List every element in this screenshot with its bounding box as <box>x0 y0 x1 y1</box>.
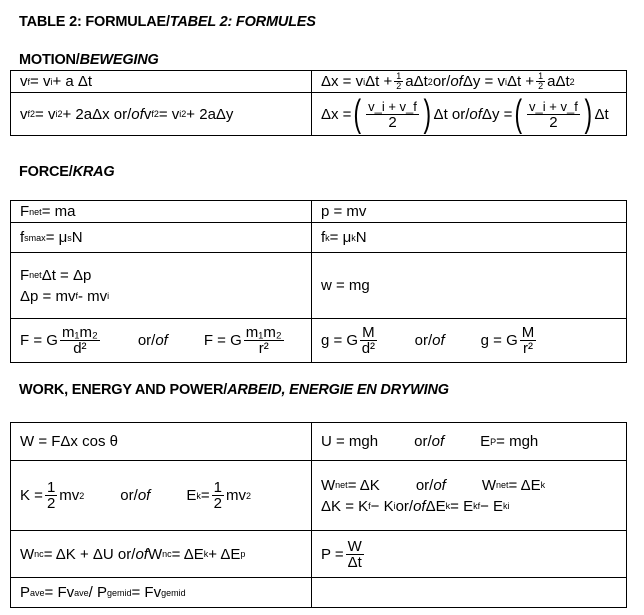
section-heading-force: FORCE/KRAG <box>19 164 115 180</box>
subscript: i <box>179 109 182 119</box>
fraction-numerator: 1 <box>396 71 402 81</box>
table-row <box>11 201 627 223</box>
table-row <box>11 71 627 93</box>
subscript: k <box>325 232 330 243</box>
formula <box>321 498 617 515</box>
formula-text: F <box>20 266 30 284</box>
formula-text: aΔt <box>547 73 570 90</box>
italic-text: of <box>431 433 445 450</box>
formula <box>321 325 617 356</box>
formula-text: W <box>481 476 497 494</box>
subscript: k <box>196 490 201 501</box>
subscript: net <box>29 270 42 280</box>
fraction-numerator: m₁m₂ <box>245 324 282 341</box>
formula-text: W = FΔx cos θ <box>20 433 118 450</box>
fraction <box>360 325 377 356</box>
formula-text: = ΔE <box>508 476 541 494</box>
left-paren-icon: ( <box>353 93 362 135</box>
formula-text: K = <box>20 487 43 504</box>
formula-cell <box>11 93 312 136</box>
formula-text: = Fv <box>44 584 75 601</box>
fraction <box>520 325 537 356</box>
formula-text: g = G <box>321 332 359 349</box>
formula-text: W <box>321 476 336 494</box>
subscript: i <box>107 291 110 301</box>
fraction-denominator: 2 <box>46 495 56 512</box>
table-row <box>11 319 627 363</box>
work-energy-table <box>10 422 627 608</box>
formula-text: Δy = <box>481 105 513 123</box>
right-paren-icon: ) <box>423 93 432 135</box>
formula-text: = v <box>30 73 51 90</box>
subscript: p <box>240 549 246 559</box>
formula <box>321 72 617 91</box>
formula-cell <box>11 578 312 608</box>
formula-text: N <box>71 229 83 246</box>
formula <box>321 229 617 246</box>
formula-text: = <box>200 487 210 504</box>
table-row <box>11 93 627 136</box>
formula-text: Δx = <box>321 105 352 123</box>
formula-cell <box>11 461 312 531</box>
subscript: f <box>75 291 78 301</box>
superscript: 2 <box>57 109 63 119</box>
formula <box>321 477 617 494</box>
formula-text: ΔK = K <box>321 497 369 515</box>
subscript: k <box>445 501 451 511</box>
fraction-numerator: 1 <box>213 479 222 496</box>
formula-text: W <box>147 545 163 563</box>
formula-text: = E <box>450 497 474 515</box>
subscript: i <box>504 76 507 87</box>
subscript: s <box>67 232 72 243</box>
fraction <box>536 72 545 91</box>
formula-text: + 2aΔy <box>186 105 234 123</box>
formula-text: or/ <box>414 433 432 450</box>
formula-cell <box>11 253 312 319</box>
formula-text: or/ <box>432 73 451 90</box>
formula-text: E <box>186 487 197 504</box>
subscript: gemid <box>106 587 132 598</box>
subscript: P <box>490 436 497 447</box>
formula-text: F = G <box>20 332 58 349</box>
formula-text: aΔt <box>405 73 428 90</box>
formula-text: = ΔE <box>171 545 204 563</box>
fraction <box>45 480 57 511</box>
italic-text: of <box>432 332 445 349</box>
formula-cell <box>312 253 627 319</box>
formula-text: f <box>20 229 25 246</box>
formula-text: = μ <box>45 229 68 246</box>
formula-text: = μ <box>329 229 352 246</box>
fraction-denominator: Δt <box>347 553 362 571</box>
formula-cell <box>11 223 312 253</box>
formula-text: = Fv <box>131 584 162 601</box>
italic-text: of <box>135 545 148 563</box>
formula-text: = ΔK + ΔU or/ <box>43 545 136 563</box>
table-row <box>11 578 627 608</box>
formula-cell <box>312 319 627 363</box>
subscript: ki <box>503 501 510 511</box>
fraction-denominator: 2 <box>388 113 397 131</box>
fraction-numerator: 1 <box>46 479 56 496</box>
formula-text: − E <box>480 497 504 515</box>
fraction-numerator: v_i + v_f <box>529 98 578 114</box>
section-heading-motion: MOTION/BEWEGING <box>19 52 159 68</box>
formula <box>20 229 302 246</box>
formula <box>20 325 302 356</box>
formula-cell <box>312 461 627 531</box>
subscript: net <box>29 206 42 217</box>
formula-text: Δx = v <box>321 73 364 90</box>
formula-text: P <box>20 584 31 601</box>
subscript: i <box>55 109 58 119</box>
formula-text: or/ <box>395 497 414 515</box>
formula-text: p = mv <box>321 203 367 220</box>
formula-text: N <box>355 229 367 246</box>
formula-text: = ma <box>41 203 76 220</box>
subscript: i <box>363 76 366 87</box>
table-row <box>11 423 627 461</box>
fraction-numerator: W <box>347 537 362 555</box>
subscript: i <box>50 76 53 87</box>
fraction <box>60 325 100 356</box>
formula-text: v <box>20 73 28 90</box>
formula <box>321 433 617 450</box>
formula-cell <box>312 578 627 608</box>
italic-text: of <box>131 105 144 123</box>
italic-text: of <box>155 332 168 349</box>
subscript: s <box>24 232 29 243</box>
superscript: max <box>28 232 46 243</box>
superscript: 2 <box>30 109 36 119</box>
formula-cell <box>312 423 627 461</box>
italic-text: of <box>450 73 463 90</box>
fraction-numerator: 1 <box>538 71 544 81</box>
fraction-denominator: 2 <box>396 81 402 91</box>
superscript: 2 <box>79 490 85 501</box>
fraction <box>366 99 419 130</box>
formula-text: W <box>20 545 35 563</box>
subscript: f <box>27 76 31 87</box>
fraction-denominator: 2 <box>213 495 222 512</box>
formula-text: Δt <box>594 105 609 123</box>
formula-text: P = <box>321 545 344 563</box>
fraction <box>244 325 284 356</box>
formula-cell <box>11 423 312 461</box>
fraction-denominator: d² <box>361 340 376 357</box>
formula-text: g = G <box>480 332 518 349</box>
fraction <box>346 539 364 570</box>
formula-text: Δp = mv <box>20 287 76 305</box>
formula-cell <box>312 93 627 136</box>
subscript: i <box>393 501 396 511</box>
superscript: 2 <box>569 76 575 87</box>
parenthesized-fraction <box>512 95 594 133</box>
italic-text: of <box>433 476 446 494</box>
formula-text: + a Δt <box>52 73 93 90</box>
table-row <box>11 223 627 253</box>
formula-cell <box>312 531 627 578</box>
superscript: 2 <box>245 490 251 501</box>
superscript: 2 <box>427 76 433 87</box>
formula-text: or/ <box>415 476 434 494</box>
formula <box>20 480 302 511</box>
formula-cell <box>11 71 312 93</box>
right-paren-icon: ) <box>584 93 592 135</box>
formula-text: mv <box>59 487 80 504</box>
formula-text: U = mgh <box>321 433 379 450</box>
subscript: f <box>151 109 154 119</box>
formula-text: + 2aΔx or/ <box>62 105 132 123</box>
table-row <box>11 253 627 319</box>
page-title: TABLE 2: FORMULAE/TABEL 2: FORMULES <box>19 14 316 30</box>
formula-text: - mv <box>77 287 108 305</box>
formula-text: + ΔE <box>208 545 241 563</box>
formula <box>20 584 302 601</box>
formula-text: − K <box>370 497 394 515</box>
fraction <box>394 72 403 91</box>
italic-text: of <box>413 497 426 515</box>
formula-text: or/ <box>120 487 138 504</box>
formula-text: = v <box>35 105 56 123</box>
fraction-denominator: 2 <box>549 113 558 131</box>
fraction-denominator: r² <box>523 340 533 357</box>
formula <box>20 106 302 123</box>
formula <box>20 73 302 90</box>
formula-cell <box>312 201 627 223</box>
subscript: f <box>368 501 371 511</box>
formula-text: f <box>321 229 326 246</box>
formula-text: Δt + <box>365 73 393 90</box>
fraction <box>212 480 224 511</box>
formula <box>20 433 302 450</box>
section-heading-work-energy-power: WORK, ENERGY AND POWER/ARBEID, ENERGIE EN DRYWING <box>19 382 449 398</box>
subscript: ave <box>74 587 89 598</box>
formula-text: w = mg <box>321 277 370 294</box>
fraction-numerator: M <box>521 324 535 341</box>
superscript: 2 <box>181 109 187 119</box>
subscript: f <box>27 109 31 119</box>
subscript: k <box>203 549 209 559</box>
motion-table <box>10 70 627 136</box>
formula-cell <box>11 319 312 363</box>
formula-text: Δt = Δp <box>41 266 92 284</box>
superscript: 2 <box>153 109 159 119</box>
table-row <box>11 461 627 531</box>
formula-text: v <box>20 105 28 123</box>
formula-text: F <box>20 203 30 220</box>
subscript: nc <box>34 549 44 559</box>
formula-text: = ΔK <box>347 476 380 494</box>
formula <box>20 203 302 220</box>
formula-text: or/ <box>414 332 433 349</box>
subscript: net <box>335 480 348 490</box>
subscript: kf <box>473 501 481 511</box>
subscript: ave <box>30 587 45 598</box>
formula-text: Δt or/ <box>433 105 470 123</box>
formula-text: Δt + <box>506 73 535 90</box>
left-paren-icon: ( <box>514 93 523 135</box>
formula-text: mv <box>225 487 246 504</box>
formula <box>20 546 302 563</box>
formula <box>321 95 617 133</box>
subscript: net <box>496 480 509 490</box>
formula <box>20 267 302 284</box>
formula-text: F = G <box>203 332 242 349</box>
formula-cell <box>312 223 627 253</box>
fraction-numerator: v_i + v_f <box>368 98 417 114</box>
formula-cell <box>11 201 312 223</box>
fraction-numerator: M <box>362 324 375 341</box>
fraction-denominator: r² <box>258 340 269 357</box>
formula-cell <box>11 531 312 578</box>
fraction-denominator: d² <box>73 340 87 357</box>
subscript: k <box>540 480 546 490</box>
formula <box>20 288 302 305</box>
italic-text: of <box>469 105 482 123</box>
formula-text: v <box>143 105 152 123</box>
formula <box>321 539 617 570</box>
formula-text: / P <box>88 584 107 601</box>
formula-text: = v <box>158 105 180 123</box>
subscript: gemid <box>161 587 186 598</box>
fraction <box>527 99 580 130</box>
formula-text: or/ <box>137 332 156 349</box>
table-row <box>11 531 627 578</box>
force-table <box>10 200 627 363</box>
parenthesized-fraction <box>351 95 433 133</box>
formula-text: ΔE <box>425 497 446 515</box>
formula-cell <box>312 71 627 93</box>
fraction-denominator: 2 <box>538 81 544 91</box>
subscript: nc <box>162 549 172 559</box>
formula-text: E <box>480 433 491 450</box>
formula <box>321 203 617 220</box>
formula-text: = mgh <box>496 433 539 450</box>
formula-text: Δy = v <box>462 73 505 90</box>
subscript: k <box>351 232 356 243</box>
italic-text: of <box>137 487 151 504</box>
fraction-numerator: m₁m₂ <box>61 324 98 341</box>
formula <box>321 277 617 294</box>
